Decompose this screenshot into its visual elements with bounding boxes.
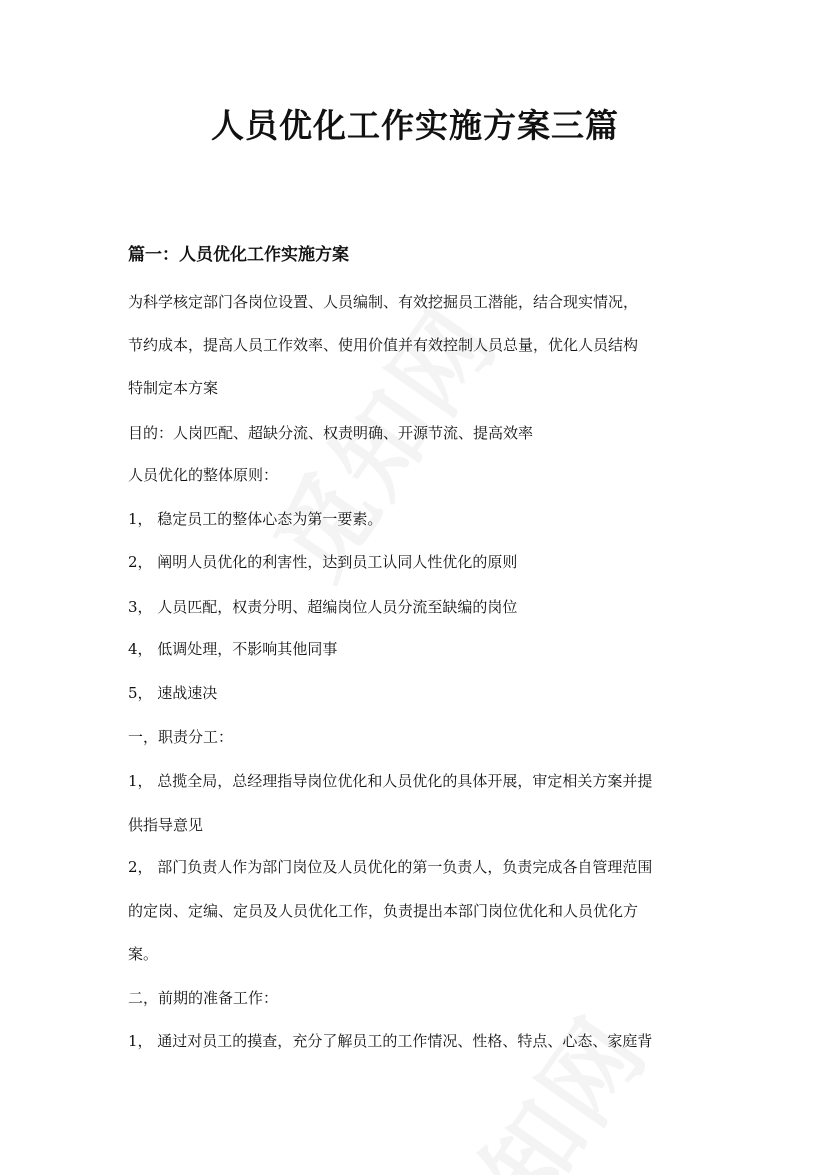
list-item: 5， 速战速决 [128, 684, 218, 702]
list-item: 2， 阐明人员优化的利害性，达到员工认同人性优化的原则 [128, 553, 518, 571]
section-heading: 篇一：人员优化工作实施方案 [128, 245, 349, 265]
list-item: 1， 稳定员工的整体心态为第一要素。 [128, 510, 383, 528]
subsection-heading: 二，前期的准备工作： [128, 989, 279, 1007]
paragraph-line: 案。 [128, 945, 159, 963]
paragraph-line: 供指导意见 [128, 816, 204, 834]
paragraph-line: 的定岗、定编、定员及人员优化工作，负责提出本部门岗位优化和人员优化方 [128, 902, 639, 920]
paragraph-line: 人员优化的整体原则： [128, 466, 279, 484]
list-item: 3， 人员匹配，权责分明、超编岗位人员分流至缺编的岗位 [128, 598, 518, 616]
paragraph-line: 特制定本方案 [128, 379, 219, 397]
paragraph-line: 节约成本，提高人员工作效率、使用价值并有效控制人员总量，优化人员结构 [128, 336, 639, 354]
list-item: 2， 部门负责人作为部门岗位及人员优化的第一负责人，负责完成各自管理范围 [128, 858, 653, 876]
list-item: 1， 通过对员工的摸查，充分了解员工的工作情况、性格、特点、心态、家庭背 [128, 1032, 653, 1050]
watermark [388, 986, 672, 1175]
document-title: 人员优化工作实施方案三篇 [211, 106, 619, 145]
paragraph-line: 为科学核定部门各岗位设置、人员编制、有效挖掘员工潜能，结合现实情况， [128, 293, 639, 311]
list-item: 4， 低调处理，不影响其他同事 [128, 640, 338, 658]
paragraph-line: 目的：人岗匹配、超缺分流、权责明确、开源节流、提高效率 [128, 424, 534, 442]
list-item: 1， 总揽全局，总经理指导岗位优化和人员优化的具体开展，审定相关方案并提 [128, 772, 653, 790]
subsection-heading: 一，职责分工： [128, 728, 234, 746]
